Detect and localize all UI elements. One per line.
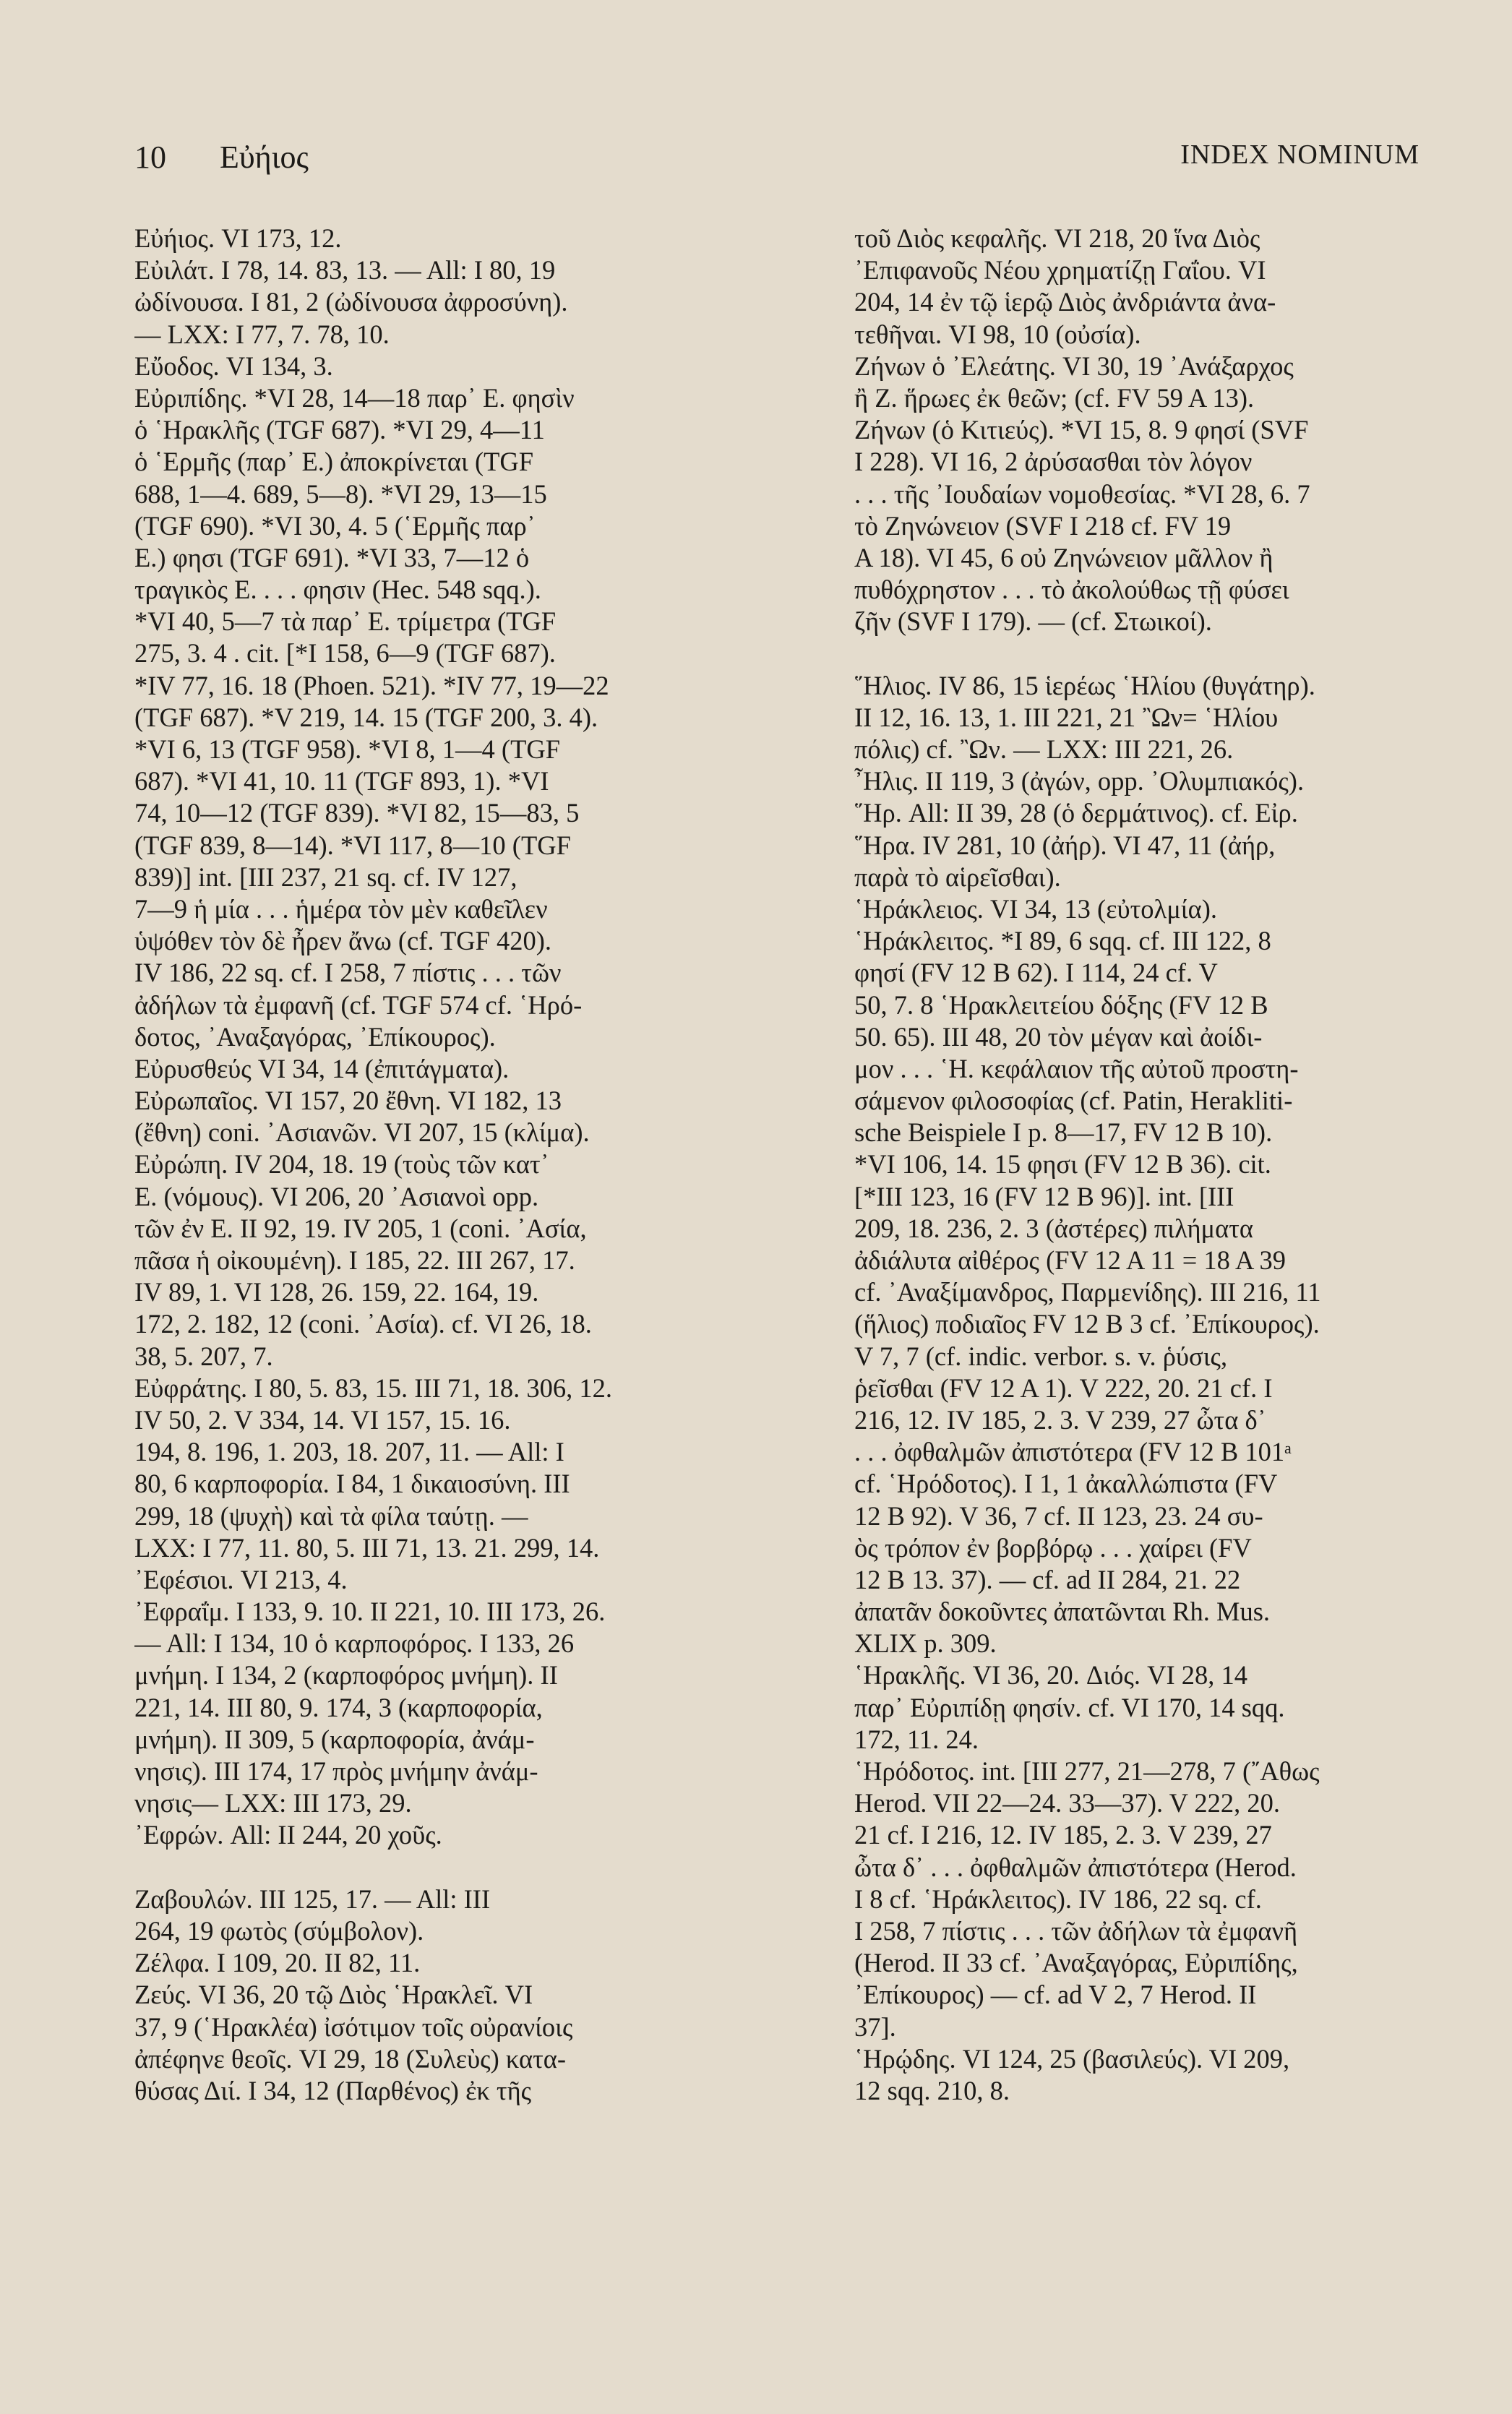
index-line: 12 B 92). V 36, 7 cf. II 123, 23. 24 συ- <box>854 1500 1263 1531</box>
index-line: ᾿Επιφανοῦς Νέου χρηματίζῃ Γαΐου. VI <box>854 255 1266 285</box>
index-line: Εὐήιος. VI 173, 12. <box>134 223 342 253</box>
index-line: πυθόχρηστον . . . τὸ ἀκολούθως τῇ φύσει <box>854 575 1289 605</box>
index-line: νησις— LXX: III 173, 29. <box>134 1788 412 1818</box>
index-line: 21 cf. I 216, 12. IV 185, 2. 3. V 239, 27 <box>854 1820 1272 1850</box>
index-line: Herod. VII 22—24. 33—37). V 222, 20. <box>854 1788 1281 1818</box>
entry-gap <box>134 1852 755 1883</box>
index-line: 80, 6 καρποφορία. I 84, 1 δικαιοσύνη. III <box>134 1469 570 1499</box>
index-line: 37, 9 (῾Ηρακλέα) ἰσότιμον τοῖς οὐρανίοις <box>134 2011 573 2042</box>
index-line: 687). *VI 41, 10. 11 (TGF 893, 1). *VI <box>134 766 549 796</box>
index-line: Εὐρωπαῖος. VI 157, 20 ἔθνη. VI 182, 13 <box>134 1086 562 1116</box>
index-line: Εὐιλάτ. I 78, 14. 83, 13. — All: I 80, 19 <box>134 255 556 285</box>
left-column <box>134 223 755 2107</box>
index-line: 299, 18 (ψυχὴ) καὶ τὰ φίλα ταύτῃ. — <box>134 1500 528 1531</box>
index-line: ᾿Εφραΐμ. I 133, 9. 10. II 221, 10. III 173, 26. <box>134 1597 606 1627</box>
index-line: τεθῆναι. VI 98, 10 (οὐσία). <box>854 319 1141 349</box>
index-line: παρὰ τὸ αἱρεῖσθαι). <box>854 862 1061 892</box>
index-line: *VI 40, 5—7 τὰ παρ᾽ Ε. τρίμετρα (TGF <box>134 606 557 637</box>
right-column <box>854 223 1425 2107</box>
index-line: I 8 cf. ῾Ηράκλειτος). IV 186, 22 sq. cf. <box>854 1883 1262 1914</box>
index-line: Ζήνων ὁ ᾿Ελεάτης. VI 30, 19 ᾿Ανάξαρχος <box>854 351 1294 381</box>
index-line: ἀδιάλυτα αἰθέρος (FV 12 A 11 = 18 A 39 <box>854 1245 1287 1275</box>
index-line: τῶν ἐν Ε. II 92, 19. IV 205, 1 (coni. ᾿Ασία, <box>134 1213 587 1243</box>
index-line: ὁ ῾Ηρακλῆς (TGF 687). *VI 29, 4—11 <box>134 415 545 445</box>
index-line: 74, 10—12 (TGF 839). *VI 82, 15—83, 5 <box>134 798 580 828</box>
index-line: Ζέλφα. I 109, 20. II 82, 11. <box>134 1948 421 1978</box>
index-line: 37]. <box>854 2011 896 2042</box>
index-line: 839)] int. [III 237, 21 sq. cf. IV 127, <box>134 862 517 892</box>
index-line: Εὐφράτης. I 80, 5. 83, 15. III 71, 18. 306, 12. <box>134 1373 612 1403</box>
index-line: I 228). VI 16, 2 ἀρύσασθαι τὸν λόγον <box>854 447 1253 477</box>
index-line: Εὐρώπη. IV 204, 18. 19 (τοὺς τῶν κατ᾽ <box>134 1149 549 1180</box>
index-line: sche Beispiele I p. 8—17, FV 12 B 10). <box>854 1117 1273 1148</box>
index-line: ᾿Εφρών. All: II 244, 20 χοῦς. <box>134 1820 442 1850</box>
index-line: ὦτα δ᾽ . . . ὀφθαλμῶν ἀπιστότερα (Herod. <box>854 1852 1297 1882</box>
index-line: 38, 5. 207, 7. <box>134 1341 273 1371</box>
index-line: ὑψόθεν τὸν δὲ ἦρεν ἄνω (cf. TGF 420). <box>134 926 552 956</box>
index-line: ῾Ηράκλειτος. *I 89, 6 sqq. cf. III 122, 8 <box>854 926 1271 956</box>
index-line: 194, 8. 196, 1. 203, 18. 207, 11. — All: I <box>134 1437 564 1467</box>
index-line: . . . τῆς ᾿Ιουδαίων νομοθεσίας. *VI 28, 6. 7 <box>854 478 1310 509</box>
index-line: Ε. (νόμους). VI 206, 20 ᾿Ασιανοὶ opp. <box>134 1181 539 1211</box>
index-line: I 258, 7 πίστις . . . τῶν ἀδήλων τὰ ἐμφανῆ <box>854 1915 1298 1946</box>
running-header <box>134 139 1419 182</box>
index-line: θύσας Διί. I 34, 12 (Παρθένος) ἐκ τῆς <box>134 2075 532 2105</box>
index-line: 275, 3. 4 . cit. [*I 158, 6—9 (TGF 687). <box>134 638 556 669</box>
index-line: Ζαβουλών. III 125, 17. — All: III <box>134 1883 491 1914</box>
index-line: Ζεύς. VI 36, 20 τῷ Διὸς ῾Ηρακλεῖ. VI <box>134 1980 533 2010</box>
index-line: 172, 11. 24. <box>854 1724 979 1754</box>
index-line: ῞Ηλιος. IV 86, 15 ἱερέως ῾Ηλίου (θυγάτηρ). <box>854 670 1315 700</box>
index-line: 7—9 ἡ μία . . . ἡμέρα τὸν μὲν καθεῖλεν <box>134 893 548 924</box>
index-line: *IV 77, 16. 18 (Phoen. 521). *IV 77, 19—22 <box>134 670 609 700</box>
index-line: φησί (FV 12 B 62). I 114, 24 cf. V <box>854 958 1218 988</box>
index-line: (ἥλιος) ποδιαῖος FV 12 B 3 cf. ᾿Επίκουρος). <box>854 1309 1320 1339</box>
index-line: 264, 19 φωτὸς (σύμβολον). <box>134 1915 424 1946</box>
index-line: IV 50, 2. V 334, 14. VI 157, 15. 16. <box>134 1404 511 1435</box>
section-title: INDEX NOMINUM <box>1180 139 1419 170</box>
index-line: 204, 14 ἐν τῷ ἱερῷ Διὸς ἀνδριάντα ἀνα- <box>854 287 1276 317</box>
index-line: μνήμη). II 309, 5 (καρποφορία, ἀνάμ- <box>134 1724 535 1754</box>
index-line: 688, 1—4. 689, 5—8). *VI 29, 13—15 <box>134 478 547 509</box>
index-line: ῞Ηρ. All: II 39, 28 (ὁ δερμάτινος). cf. Εἰρ. <box>854 798 1298 828</box>
index-line: ῏Ηλις. II 119, 3 (ἀγών, opp. ᾿Ολυμπιακός). <box>854 766 1305 796</box>
index-line: 12 sqq. 210, 8. <box>854 2075 1010 2105</box>
index-line: ῾Ηρόδοτος. int. [III 277, 21—278, 7 (῎Αθως <box>854 1756 1320 1786</box>
index-line: 216, 12. IV 185, 2. 3. V 239, 27 ὦτα δ᾽ <box>854 1404 1266 1435</box>
index-line: τὸ Ζηνώνειον (SVF I 218 cf. FV 19 <box>854 510 1232 541</box>
index-line: ἀπατᾶν δοκοῦντες ἀπατῶνται Rh. Mus. <box>854 1597 1271 1627</box>
index-line: A 18). VI 45, 6 οὐ Ζηνώνειον μᾶλλον ἢ <box>854 542 1273 572</box>
index-line: — LXX: I 77, 7. 78, 10. <box>134 319 390 349</box>
index-line: . . . ὀφθαλμῶν ἀπιστότερα (FV 12 B 101ᵃ <box>854 1437 1292 1467</box>
index-line: (TGF 690). *VI 30, 4. 5 (῾Ερμῆς παρ᾽ <box>134 510 536 541</box>
index-line: ῾Ηρακλῆς. VI 36, 20. Διός. VI 28, 14 <box>854 1660 1248 1691</box>
index-line: ὸς τρόπον ἐν βορβόρῳ . . . χαίρει (FV <box>854 1532 1252 1563</box>
index-line: ὠδίνουσα. I 81, 2 (ὠδίνουσα ἀφροσύνη). <box>134 287 568 317</box>
index-line: ἀπέφηνε θεοῖς. VI 29, 18 (Συλεὺς) κατα- <box>134 2043 567 2074</box>
index-line: 172, 2. 182, 12 (coni. ᾿Ασία). cf. VI 26, 18. <box>134 1309 592 1339</box>
index-line: Εὐρυσθεύς VI 34, 14 (ἐπιτάγματα). <box>134 1053 510 1083</box>
entry-gap <box>854 637 1425 669</box>
index-line: ᾿Εφέσιοι. VI 213, 4. <box>134 1564 348 1594</box>
index-line: IV 89, 1. VI 128, 26. 159, 22. 164, 19. <box>134 1277 539 1307</box>
index-line: cf. ᾿Αναξίμανδρος, Παρμενίδης). III 216, 11 <box>854 1277 1321 1307</box>
index-line: τραγικὸς Ε. . . . φησιν (Hec. 548 sqq.). <box>134 575 541 605</box>
index-line: ῞Ηρα. IV 281, 10 (ἀήρ). VI 47, 11 (ἀήρ, <box>854 830 1276 860</box>
index-line: πόλις) cf. ῍Ων. — LXX: III 221, 26. <box>854 734 1234 764</box>
index-line: τοῦ Διὸς κεφαλῆς. VI 218, 20 ἵνα Διὸς <box>854 223 1260 253</box>
index-line: cf. ῾Ηρόδοτος). I 1, 1 ἀκαλλώπιστα (FV <box>854 1469 1278 1499</box>
index-line: ᾿Επίκουρος) — cf. ad V 2, 7 Herod. II <box>854 1980 1257 2010</box>
index-line: [*III 123, 16 (FV 12 B 96)]. int. [III <box>854 1181 1234 1211</box>
index-line: (Herod. II 33 cf. ᾿Αναξαγόρας, Εὐριπίδης, <box>854 1948 1298 1978</box>
index-line: LXX: I 77, 11. 80, 5. III 71, 13. 21. 299, 14. <box>134 1532 600 1563</box>
index-line: σάμενον φιλοσοφίας (cf. Patin, Herakliti- <box>854 1086 1293 1116</box>
index-line: (ἔθνη) coni. ᾿Ασιανῶν. VI 207, 15 (κλίμα). <box>134 1117 590 1148</box>
index-line: ῾Ηρῴδης. VI 124, 25 (βασιλεύς). VI 209, <box>854 2043 1290 2074</box>
index-line: V 7, 7 (cf. indic. verbor. s. v. ῥύσις, <box>854 1341 1228 1371</box>
index-line: XLIX p. 309. <box>854 1628 997 1659</box>
page-number: 10 <box>134 139 166 175</box>
index-line: ζῆν (SVF I 179). — (cf. Στωικοί). <box>854 606 1212 637</box>
index-line: μον . . . ῾Η. κεφάλαιον τῆς αὐτοῦ προστη- <box>854 1053 1299 1083</box>
running-word: Εὐήιος <box>220 139 309 175</box>
index-line: 50. 65). III 48, 20 τὸν μέγαν καὶ ἀοίδι- <box>854 1021 1263 1052</box>
index-line: δοτος, ᾿Αναξαγόρας, ᾿Επίκουρος). <box>134 1021 496 1052</box>
index-line: ὁ ῾Ερμῆς (παρ᾽ Ε.) ἀποκρίνεται (TGF <box>134 447 534 477</box>
index-line: — All: I 134, 10 ὁ καρποφόρος. I 133, 26 <box>134 1628 575 1659</box>
index-line: 221, 14. III 80, 9. 174, 3 (καρποφορία, <box>134 1692 543 1722</box>
index-line: ἀδήλων τὰ ἐμφανῆ (cf. TGF 574 cf. ῾Ηρό- <box>134 989 583 1020</box>
index-line: ῥεῖσθαι (FV 12 A 1). V 222, 20. 21 cf. I <box>854 1373 1273 1403</box>
index-line: (TGF 687). *V 219, 14. 15 (TGF 200, 3. 4). <box>134 702 598 732</box>
index-line: IV 186, 22 sq. cf. I 258, 7 πίστις . . . τῶν <box>134 958 562 988</box>
index-line: πᾶσα ἡ οἰκουμένη). I 185, 22. III 267, 17. <box>134 1245 575 1275</box>
index-line: Ζήνων (ὁ Κιτιεύς). *VI 15, 8. 9 φησί (SVF <box>854 415 1309 445</box>
index-line: μνήμη. I 134, 2 (καρποφόρος μνήμη). II <box>134 1660 558 1691</box>
index-line: 50, 7. 8 ῾Ηρακλειτείου δόξης (FV 12 B <box>854 989 1268 1020</box>
index-line: Εὔοδος. VI 134, 3. <box>134 351 333 381</box>
index-line: παρ᾽ Εὐριπίδῃ φησίν. cf. VI 170, 14 sqq. <box>854 1692 1285 1722</box>
index-line: (TGF 839, 8—14). *VI 117, 8—10 (TGF <box>134 830 571 860</box>
index-line: ἢ Ζ. ἥρωες ἐκ θεῶν; (cf. FV 59 A 13). <box>854 382 1255 413</box>
index-line: νησις). III 174, 17 πρὸς μνήμην ἀνάμ- <box>134 1756 538 1786</box>
index-line: *VI 6, 13 (TGF 958). *VI 8, 1—4 (TGF <box>134 734 561 764</box>
index-line: *VI 106, 14. 15 φησι (FV 12 B 36). cit. <box>854 1149 1271 1180</box>
index-line: II 12, 16. 13, 1. III 221, 21 ῍Ων= ῾Ηλίου <box>854 702 1279 732</box>
index-line: 209, 18. 236, 2. 3 (ἀστέρες) πιλήματα <box>854 1213 1254 1243</box>
index-line: Ε.) φησι (TGF 691). *VI 33, 7—12 ὁ <box>134 542 530 572</box>
index-line: Εὐριπίδης. *VI 28, 14—18 παρ᾽ Ε. φησὶν <box>134 382 575 413</box>
index-line: ῾Ηράκλειος. VI 34, 13 (εὐτολμία). <box>854 893 1218 924</box>
index-line: 12 B 13. 37). — cf. ad II 284, 21. 22 <box>854 1564 1241 1594</box>
